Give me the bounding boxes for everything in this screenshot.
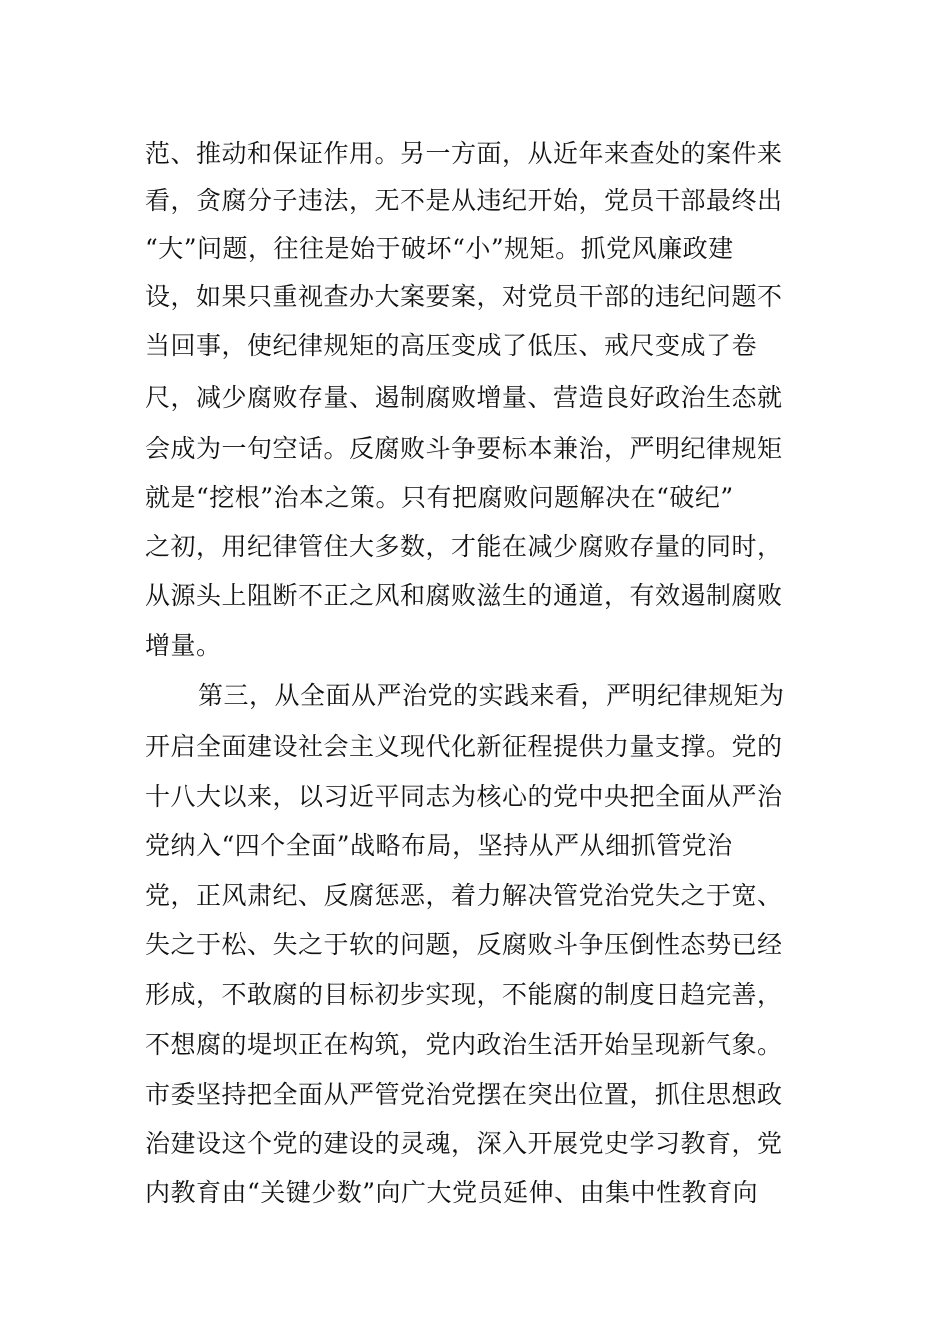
text-line: 看，贪腐分子违法，无不是从违纪开始，党员干部最终出 <box>145 186 783 215</box>
text-line: “大”问题，往往是始于破坏“小”规矩。抓党风廉政建 <box>145 234 734 263</box>
text-line: 开启全面建设社会主义现代化新征程提供力量支撑。党的 <box>145 732 783 761</box>
text-line: 会成为一句空话。反腐败斗争要标本兼治，严明纪律规矩 <box>145 434 783 463</box>
text-line: 内教育由“关键少数”向广大党员延伸、由集中性教育向 <box>145 1178 759 1207</box>
text-line: 增量。 <box>145 631 222 660</box>
text-line: 形成，不敢腐的目标初步实现，不能腐的制度日趋完善， <box>145 980 783 1009</box>
text-line: 十八大以来，以习近平同志为核心的党中央把全面从严治 <box>145 782 783 811</box>
text-line: 治建设这个党的建设的灵魂，深入开展党史学习教育，党 <box>145 1129 783 1158</box>
text-line: 失之于松、失之于软的问题，反腐败斗争压倒性态势已经 <box>145 930 783 959</box>
text-line: 范、推动和保证作用。另一方面，从近年来查处的案件来 <box>145 139 783 168</box>
text-line: 从源头上阻断不正之风和腐败滋生的通道，有效遏制腐败 <box>145 581 783 610</box>
text-line: 当回事，使纪律规矩的高压变成了低压、戒尺变成了卷 <box>145 331 758 360</box>
text-line: 党，正风肃纪、反腐惩恶，着力解决管党治党失之于宽、 <box>145 881 783 910</box>
text-line: 市委坚持把全面从严管党治党摆在突出位置，抓住思想政 <box>145 1080 783 1109</box>
text-line: 之初，用纪律管住大多数，才能在减少腐败存量的同时， <box>145 532 783 561</box>
text-line: 就是“挖根”治本之策。只有把腐败问题解决在“破纪” <box>145 483 734 512</box>
text-line: 设，如果只重视查办大案要案，对党员干部的违纪问题不 <box>145 282 783 311</box>
text-line: 尺，减少腐败存量、遏制腐败增量、营造良好政治生态就 <box>145 383 783 412</box>
text-line: 党纳入“四个全面”战略布局，坚持从严从细抓管党治 <box>145 831 733 860</box>
text-line: 第三，从全面从严治党的实践来看，严明纪律规矩为 <box>198 681 785 710</box>
text-line: 不想腐的堤坝正在构筑，党内政治生活开始呈现新气象。 <box>145 1030 783 1059</box>
